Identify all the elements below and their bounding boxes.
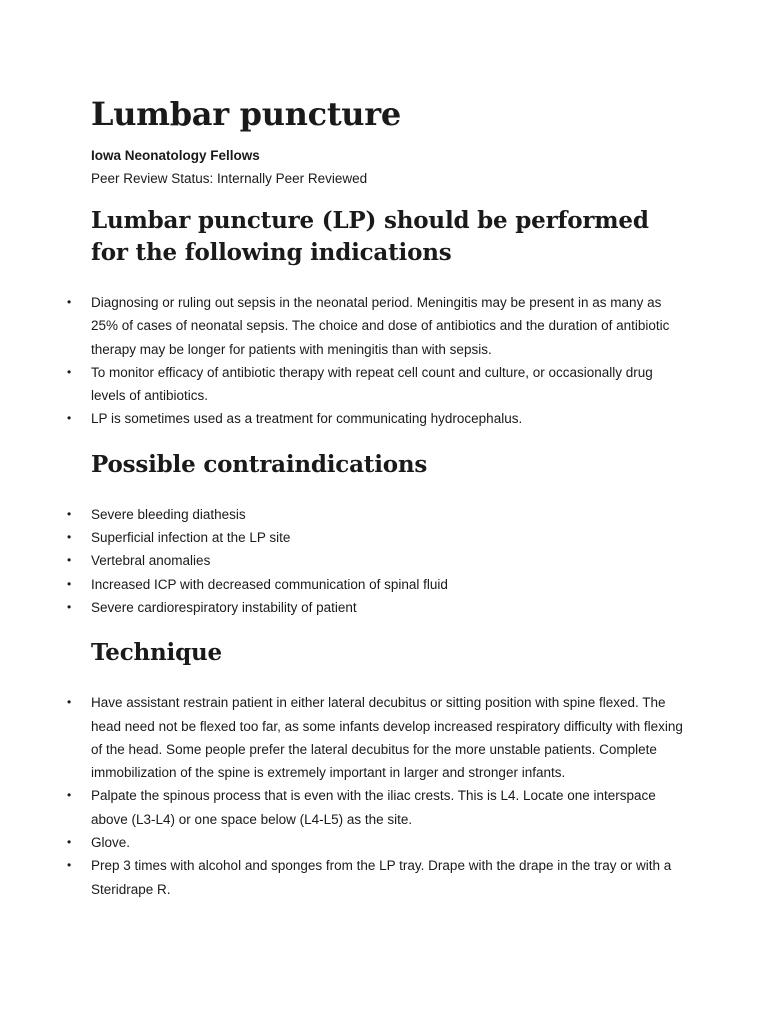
- list-item: • Increased ICP with decreased communication of spinal fluid: [91, 573, 691, 596]
- list-item: • LP is sometimes used as a treatment for communicating hydrocephalus.: [91, 407, 691, 430]
- list-item: • Diagnosing or ruling out sepsis in the neonatal period. Meningitis may be present in as many as 25% of cases of neonatal sepsis. The choice and dose of antibiotics and the duration of antibiotic therapy may be longer for patients with meningitis than with sepsis.: [91, 291, 691, 361]
- list-item: • Severe bleeding diathesis: [91, 503, 691, 526]
- page-title: Lumbar puncture: [91, 95, 401, 133]
- list-item: • Vertebral anomalies: [91, 549, 691, 572]
- list-item: • Palpate the spinous process that is even with the iliac crests. This is L4. Locate one interspace above (L3-L4) or one space below (L4-L5) as the site.: [91, 784, 691, 831]
- indications-list: [91, 291, 691, 431]
- document-page: [91, 92, 691, 901]
- list-item: • Have assistant restrain patient in either lateral decubitus or sitting position with spine flexed. The head need not be flexed too far, as some infants develop increased respiratory difficulty with flexing of the head. Some people prefer the lateral decubitus for the more unstable patients. Complete immobilization of the spine is extremely important in larger and stronger infants.: [91, 691, 691, 784]
- list-item: • To monitor efficacy of antibiotic therapy with repeat cell count and culture, or occasionally drug levels of antibiotics.: [91, 361, 691, 408]
- section-heading-indications: Lumbar puncture (LP) should be performed for the following indications: [91, 207, 649, 266]
- contraindications-list: [91, 503, 691, 619]
- section-heading-technique: Technique: [91, 639, 222, 667]
- review-status: Peer Review Status: Internally Peer Reviewed: [91, 171, 368, 186]
- technique-list: [91, 691, 691, 901]
- list-item: • Severe cardiorespiratory instability of patient: [91, 596, 691, 619]
- author-line: Iowa Neonatology Fellows: [91, 148, 260, 163]
- list-item: • Prep 3 times with alcohol and sponges from the LP tray. Drape with the drape in the tray or with a Steridrape R.: [91, 854, 691, 901]
- list-item: • Superficial infection at the LP site: [91, 526, 691, 549]
- list-item: • Glove.: [91, 831, 691, 854]
- section-heading-contraindications: Possible contraindications: [91, 450, 428, 478]
